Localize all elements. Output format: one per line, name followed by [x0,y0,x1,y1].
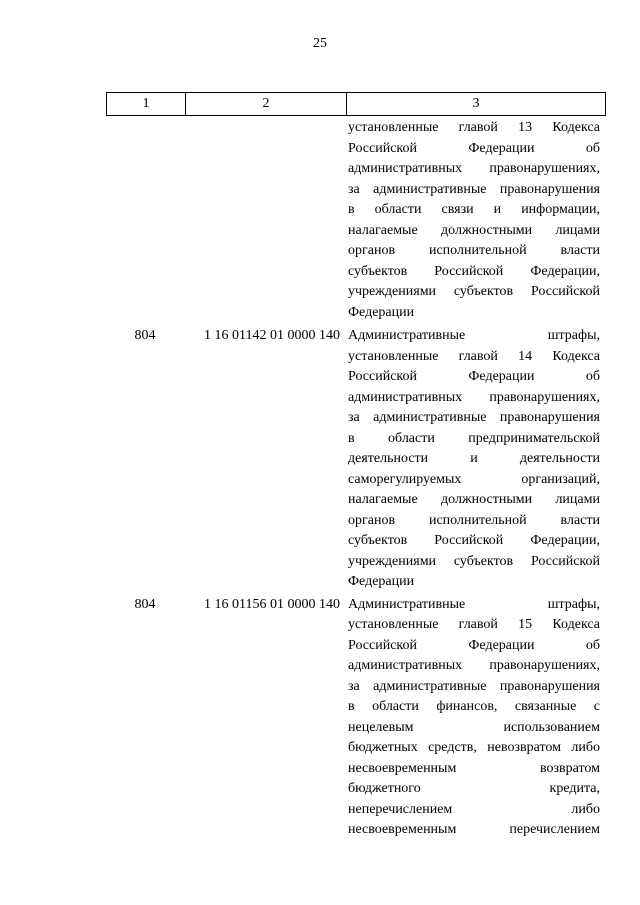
description-line: административных правонарушениях, [348,389,600,405]
description-line: налагаемые должностными лицами [348,222,600,238]
description-line: административных правонарушениях, [348,658,600,673]
admin-code-cell: 804 [134,328,156,343]
description-cell [344,595,600,841]
description-line: Административные штрафы, [348,596,600,612]
description-line: за административные правонарушения [348,410,600,425]
description-line: деятельности и деятельности [348,451,600,466]
description-line: за административные правонарушения [348,678,600,694]
description-line: неперечислением либо [348,801,600,817]
description-line: в области предпринимательской [348,430,600,446]
description-line: бюджетных средств, невозвратом либо [348,740,600,755]
description-line: субъектов Российской Федерации, [348,263,600,279]
description-line: учреждениями субъектов Российской [348,284,600,299]
description-line: субъектов Российской Федерации, [348,533,600,548]
description-line: органов исполнительной власти [348,512,600,528]
budget-code-cell [184,118,344,323]
description-line: Российской Федерации об [348,369,600,384]
page-number: 25 [313,36,327,51]
description-line: саморегулируемых организаций, [348,471,600,487]
description-line: налагаемые должностными лицами [348,492,600,507]
description-line: за административные правонарушения [348,181,600,197]
description-line: Административные штрафы, [348,328,600,343]
budget-code-cell: 1 16 01142 01 0000 140 [204,328,340,343]
description-line: Российской Федерации об [348,140,600,156]
description-line: Российской Федерации об [348,637,600,653]
table-row [106,595,602,841]
table-header [106,92,606,116]
header-col-3: 3 [347,93,606,116]
header-col-2: 2 [186,93,347,116]
description-line: административных правонарушениях, [348,161,600,176]
description-line: в области связи и информации, [348,202,600,217]
description-line: установленные главой 13 Кодекса [348,120,600,135]
description-line: в области финансов, связанные с [348,699,600,714]
description-line: бюджетного кредита, [348,781,600,796]
description-line: несвоевременным возвратом [348,760,600,776]
description-line: установленные главой 14 Кодекса [348,348,600,364]
table-row-continuation [106,118,602,323]
admin-code-cell [106,118,184,323]
description-line: установленные главой 15 Кодекса [348,617,600,632]
description-line: органов исполнительной власти [348,243,600,258]
budget-code-cell: 1 16 01156 01 0000 140 [204,596,340,612]
description-cell [344,326,600,593]
header-col-1: 1 [107,93,186,116]
description-cell [344,118,600,323]
description-line: учреждениями субъектов Российской [348,553,600,569]
description-line: Федерации [348,574,415,589]
table-header-row [107,93,606,116]
admin-code-cell: 804 [134,596,156,612]
description-line: нецелевым использованием [348,719,600,735]
table-row [106,326,602,593]
table-body [106,118,602,843]
description-line: несвоевременным перечислением [348,822,600,837]
description-line: Федерации [348,304,415,320]
